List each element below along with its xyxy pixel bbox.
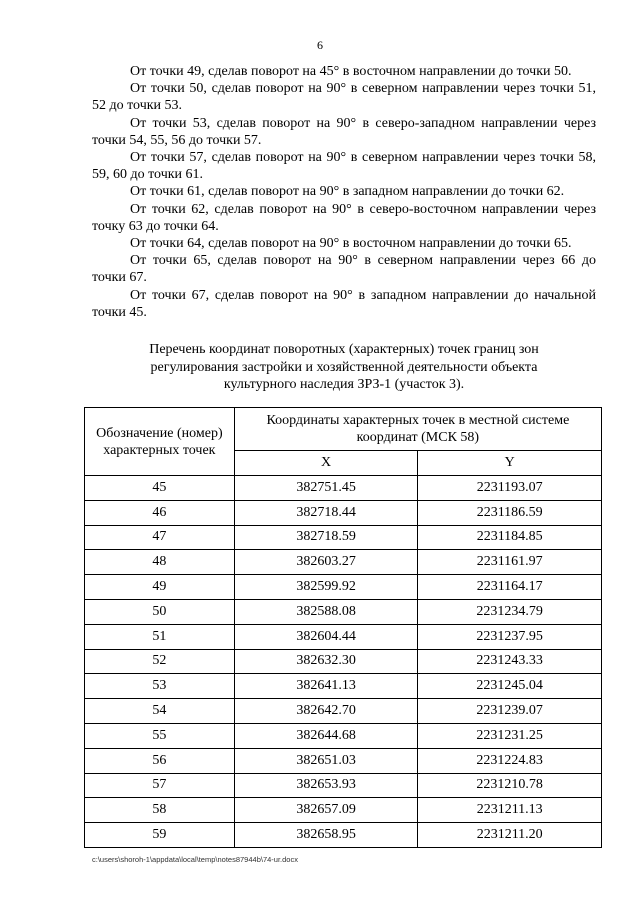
table-header-row — [85, 408, 602, 451]
body-text — [92, 63, 596, 321]
cell-point-number: 57 — [85, 773, 235, 798]
cell-y: 2231161.97 — [418, 550, 602, 575]
table-row — [85, 476, 602, 501]
cell-point-number: 52 — [85, 649, 235, 674]
header-line: характерных точек — [103, 442, 216, 458]
header-x: X — [234, 451, 418, 476]
table-row — [85, 525, 602, 550]
header-line: координат (МСК 58) — [356, 430, 480, 445]
footer-file-path: c:\users\shoroh-1\appdata\local\temp\notes87944b\74-ur.docx — [92, 855, 298, 864]
cell-x: 382642.70 — [234, 699, 418, 724]
cell-x: 382657.09 — [234, 798, 418, 823]
header-coordinates — [234, 408, 601, 451]
cell-y: 2231211.13 — [418, 798, 602, 823]
cell-x: 382751.45 — [234, 476, 418, 501]
cell-point-number: 51 — [85, 624, 235, 649]
paragraph: От точки 65, сделав поворот на 90° в северном направлении через 66 до точки 67. — [92, 253, 596, 286]
table-row — [85, 500, 602, 525]
cell-y: 2231245.04 — [418, 674, 602, 699]
caption-line: регулирования застройки и хозяйственной деятельности объекта — [150, 359, 538, 375]
table-row — [85, 674, 602, 699]
cell-x: 382588.08 — [234, 599, 418, 624]
cell-point-number: 58 — [85, 798, 235, 823]
coordinates-table — [84, 407, 602, 848]
cell-x: 382651.03 — [234, 748, 418, 773]
table-row — [85, 748, 602, 773]
table-row — [85, 798, 602, 823]
table-row — [85, 823, 602, 848]
cell-point-number: 59 — [85, 823, 235, 848]
cell-y: 2231231.25 — [418, 723, 602, 748]
cell-y: 2231184.85 — [418, 525, 602, 550]
table-row — [85, 575, 602, 600]
cell-point-number: 49 — [85, 575, 235, 600]
cell-y: 2231239.07 — [418, 699, 602, 724]
cell-y: 2231224.83 — [418, 748, 602, 773]
cell-x: 382644.68 — [234, 723, 418, 748]
cell-point-number: 55 — [85, 723, 235, 748]
cell-y: 2231210.78 — [418, 773, 602, 798]
cell-y: 2231164.17 — [418, 575, 602, 600]
table-row — [85, 624, 602, 649]
table-body — [85, 476, 602, 848]
cell-x: 382603.27 — [234, 550, 418, 575]
cell-y: 2231186.59 — [418, 500, 602, 525]
header-line: Обозначение (номер) — [96, 425, 223, 441]
paragraph: От точки 49, сделав поворот на 45° в восточном направлении до точки 50. — [130, 64, 572, 79]
cell-x: 382718.59 — [234, 525, 418, 550]
cell-x: 382641.13 — [234, 674, 418, 699]
header-y: Y — [418, 451, 602, 476]
cell-point-number: 47 — [85, 525, 235, 550]
table-caption — [92, 341, 596, 394]
caption-line: Перечень координат поворотных (характерных) точек границ зон — [149, 342, 539, 357]
table-row — [85, 699, 602, 724]
paragraph: От точки 64, сделав поворот на 90° в восточном направлении до точки 65. — [130, 236, 572, 252]
table-row — [85, 649, 602, 674]
cell-point-number: 50 — [85, 599, 235, 624]
cell-point-number: 54 — [85, 699, 235, 724]
cell-x: 382718.44 — [234, 500, 418, 525]
cell-x: 382658.95 — [234, 823, 418, 848]
header-line: Координаты характерных точек в местной системе — [266, 413, 570, 428]
page-number: 6 — [317, 38, 323, 52]
paragraph: От точки 61, сделав поворот на 90° в западном направлении до точки 62. — [130, 184, 565, 200]
cell-y: 2231211.20 — [418, 823, 602, 848]
table-row — [85, 723, 602, 748]
cell-point-number: 45 — [85, 476, 235, 501]
table-row — [85, 599, 602, 624]
cell-x: 382632.30 — [234, 649, 418, 674]
cell-x: 382604.44 — [234, 624, 418, 649]
cell-point-number: 46 — [85, 500, 235, 525]
table-row — [85, 773, 602, 798]
paragraph: От точки 53, сделав поворот на 90° в северо-западном направлении через точки 54, 55, 56 до точки 57. — [92, 115, 596, 148]
caption-line: культурного наследия ЗРЗ-1 (участок 3). — [223, 377, 465, 392]
paragraph: От точки 50, сделав поворот на 90° в северном направлении через точки 51, 52 до точки 53. — [92, 81, 596, 114]
header-point-number — [85, 408, 235, 476]
cell-point-number: 56 — [85, 748, 235, 773]
paragraph: От точки 57, сделав поворот на 90° в северном направлении через точки 58, 59, 60 до точки 61. — [92, 150, 596, 183]
paragraph: От точки 67, сделав поворот на 90° в западном направлении до начальной точки 45. — [92, 287, 596, 320]
cell-x: 382653.93 — [234, 773, 418, 798]
cell-y: 2231193.07 — [418, 476, 602, 501]
table-row — [85, 550, 602, 575]
cell-y: 2231243.33 — [418, 649, 602, 674]
cell-x: 382599.92 — [234, 575, 418, 600]
cell-point-number: 48 — [85, 550, 235, 575]
paragraph: От точки 62, сделав поворот на 90° в северо-восточном направлении через точку 63 до точки 64. — [92, 201, 596, 234]
cell-y: 2231237.95 — [418, 624, 602, 649]
cell-y: 2231234.79 — [418, 599, 602, 624]
cell-point-number: 53 — [85, 674, 235, 699]
